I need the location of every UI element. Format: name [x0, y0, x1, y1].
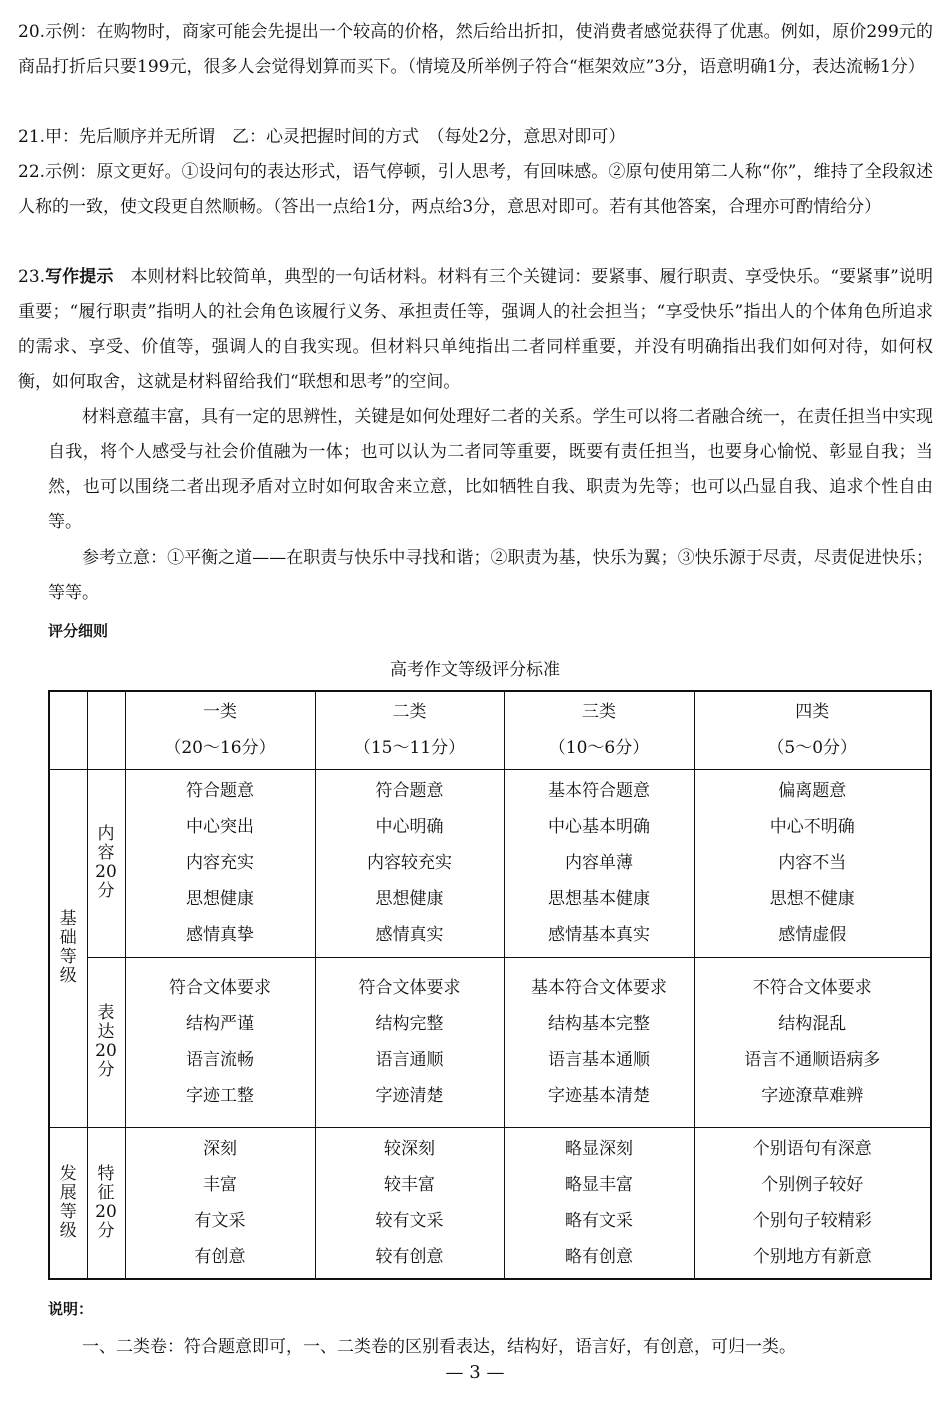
header-cell	[504, 691, 694, 769]
table-cell: 基本符合题意 中心基本明确 内容单薄 思想基本健康 感情基本真实	[504, 769, 694, 957]
answer-item-23	[18, 260, 933, 400]
header-cell	[125, 691, 315, 769]
header-cell	[694, 691, 931, 769]
row-label-expression	[87, 957, 125, 1127]
table-row-feature	[49, 1127, 931, 1279]
table-header-row	[49, 691, 931, 769]
vertical-label: 基 础 等 级	[59, 909, 77, 986]
grade-name: 二类	[392, 702, 427, 723]
item-text: 甲：先后顺序并无所谓 乙：心灵把握时间的方式 （每处2分，意思对即可）	[45, 127, 626, 147]
table-cell: 偏离题意 中心不明确 内容不当 思想不健康 感情虚假	[694, 769, 931, 957]
answer-item-21	[18, 120, 933, 155]
vertical-label: 表 达 20 分	[95, 1003, 117, 1080]
note-text: 一、二类卷：符合题意即可，一、二类卷的区别看表达，结构好，语言好，有创意，可归一类。	[82, 1337, 796, 1357]
answer-item-20	[18, 15, 933, 85]
page-number: — 3 —	[445, 1362, 505, 1383]
table-cell: 符合文体要求 结构严谨 语言流畅 字迹工整	[125, 957, 315, 1127]
item-number: 21.	[18, 127, 46, 147]
group-label-develop	[49, 1127, 87, 1279]
grade-range: （10～6分）	[548, 738, 650, 759]
header-cell	[315, 691, 504, 769]
row-label-feature	[87, 1127, 125, 1279]
table-cell: 符合题意 中心明确 内容较充实 思想健康 感情真实	[315, 769, 504, 957]
item-text: 本则材料比较简单，典型的一句话材料。材料有三个关键词：要紧事、履行职责、享受快乐。“要紧事”说明重要；“履行职责”指明人的社会角色该履行义务、承担责任等，强调人的社会担当；“享受快乐”指出人的个体角色所追求的需求、享受、价值等，强调人的自我实现。但材料只单纯指出二者同样重要，并没有明确指出我们如何对待，如何权衡，如何取舍，这就是材料留给我们“联想和思考”的空间。	[18, 267, 934, 392]
table-cell: 个别语句有深意 个别例子较好 个别句子较精彩 个别地方有新意	[694, 1127, 931, 1279]
item-text: 示例：在购物时，商家可能会先提出一个较高的价格，然后给出折扣，使消费者感觉获得了优惠。例如，原价299元的商品打折后只要199元，很多人会觉得划算而买下。（情境及所举例子符合“框架效应”3分，语意明确1分，表达流畅1分）	[18, 22, 933, 77]
table-cell: 符合题意 中心突出 内容充实 思想健康 感情真挚	[125, 769, 315, 957]
table-cell: 基本符合文体要求 结构基本完整 语言基本通顺 字迹基本清楚	[504, 957, 694, 1127]
note-heading: 说明：	[48, 1300, 94, 1318]
table-cell: 略显深刻 略显丰富 略有文采 略有创意	[504, 1127, 694, 1279]
answer-item-22	[18, 155, 933, 225]
corner-cell	[87, 691, 125, 769]
grade-name: 四类	[795, 702, 830, 723]
group-label-basic	[49, 769, 87, 1127]
vertical-label: 发 展 等 级	[59, 1163, 77, 1241]
table-title: 高考作文等级评分标准	[390, 660, 560, 680]
corner-cell	[49, 691, 87, 769]
item-number: 23.	[18, 267, 46, 287]
row-label-content	[87, 769, 125, 957]
writing-hint-label: 写作提示	[45, 267, 114, 287]
grade-range: （15～11分）	[353, 738, 466, 759]
scoring-rules-heading: 评分细则	[48, 622, 109, 640]
analysis-paragraph: 材料意蕴丰富，具有一定的思辨性，关键是如何处理好二者的关系。学生可以将二者融合统一，在责任担当中实现自我，将个人感受与社会价值融为一体；也可以认为二者同等重要，既要有责任担当，也要身心愉悦、彰显自我；当然，也可以围绕二者出现矛盾对立时如何取舍来立意，比如牺牲自我、职责为先等；也可以凸显自我、追求个性自由等。	[48, 407, 933, 532]
table-row-content	[49, 769, 931, 957]
table-cell: 不符合文体要求 结构混乱 语言不通顺语病多 字迹潦草难辨	[694, 957, 931, 1127]
table-row-expression	[49, 957, 931, 1127]
table-cell: 符合文体要求 结构完整 语言通顺 字迹清楚	[315, 957, 504, 1127]
grade-name: 三类	[582, 702, 616, 723]
vertical-label: 内 容 20 分	[95, 824, 117, 901]
grading-table	[48, 690, 932, 1280]
item-number: 20.	[18, 22, 46, 42]
vertical-label: 特 征 20 分	[95, 1163, 117, 1241]
table-cell: 深刻 丰富 有文采 有创意	[125, 1127, 315, 1279]
grade-name: 一类	[203, 702, 237, 723]
table-cell: 较深刻 较丰富 较有文采 较有创意	[315, 1127, 504, 1279]
reference-ideas-paragraph: 参考立意：①平衡之道——在职责与快乐中寻找和谐；②职责为基，快乐为翼；③快乐源于尽责，尽责促进快乐；等等。	[48, 548, 933, 603]
item-number: 22.	[18, 162, 46, 182]
grade-range: （5～0分）	[767, 738, 858, 759]
item-text: 示例：原文更好。①设问句的表达形式，语气停顿，引人思考，有回味感。②原句使用第二人称“你”，维持了全段叙述人称的一致，使文段更自然顺畅。（答出一点给1分，两点给3分，意思对即可。若有其他答案，合理亦可酌情给分）	[18, 162, 933, 217]
grade-range: （20～16分）	[164, 738, 276, 759]
